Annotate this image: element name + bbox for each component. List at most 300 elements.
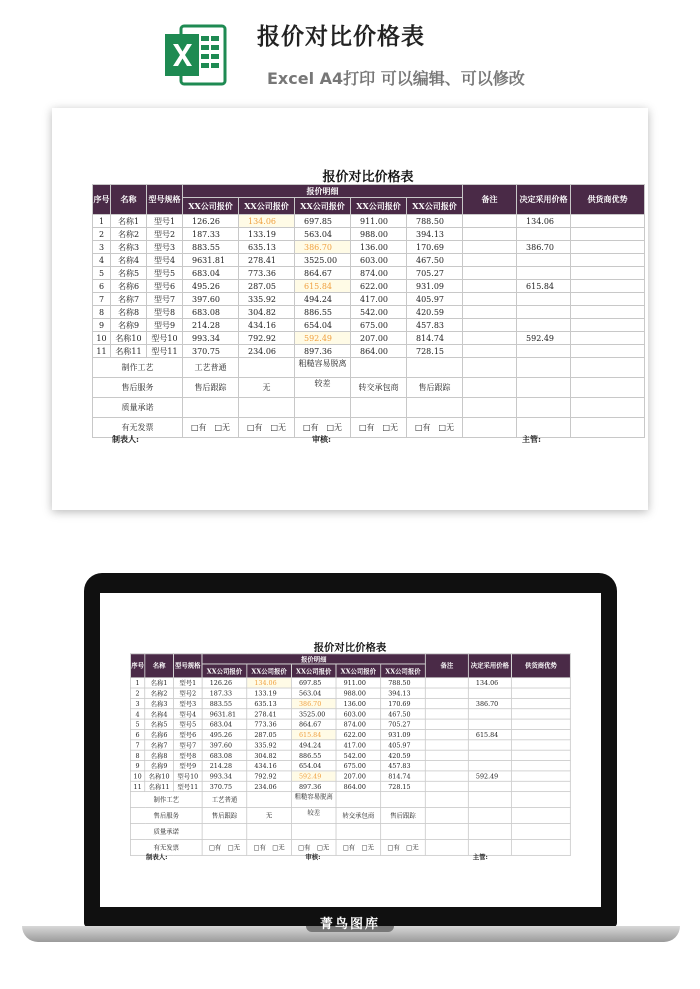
cell-name: 名称6 [111, 280, 147, 293]
cell-advantage [511, 761, 570, 771]
cell-model: 型号9 [147, 319, 183, 332]
cell-model: 型号11 [173, 781, 202, 791]
cell-p4: 542.00 [351, 306, 407, 319]
col-header-note: 备注 [425, 654, 468, 678]
cell-seq: 6 [93, 280, 111, 293]
col-header-quote-detail: 报价明细 [183, 185, 463, 198]
cell-decided [468, 740, 511, 750]
col-header-model: 型号规格 [147, 185, 183, 215]
cell-p1: 370.75 [202, 781, 247, 791]
cell-name: 名称6 [145, 729, 174, 739]
quality-row [130, 824, 570, 840]
footer-maker: 制表人: [145, 852, 168, 861]
cell-p5: 405.97 [381, 740, 426, 750]
cell-advantage [511, 698, 570, 708]
cell-p1: 683.08 [202, 750, 247, 760]
table-row [130, 688, 570, 698]
cell-advantage [511, 688, 570, 698]
cell-name: 名称7 [145, 740, 174, 750]
cell-name: 名称5 [145, 719, 174, 729]
invoice-option-yes[interactable]: □有 [253, 843, 266, 852]
cell-decided [468, 750, 511, 760]
table-row [93, 267, 645, 280]
cell-p4: 207.00 [336, 771, 381, 781]
cell-name: 名称11 [111, 345, 147, 358]
cell-p3: 592.49 [295, 332, 351, 345]
excel-app-icon [163, 22, 227, 88]
craft-label: 制作工艺 [93, 358, 183, 378]
col-header-supplier-advantage: 供货商优势 [511, 654, 570, 678]
cell-p1: 9631.81 [183, 254, 239, 267]
table-row [130, 719, 570, 729]
cell-p4: 988.00 [351, 228, 407, 241]
cell-advantage [511, 771, 570, 781]
cell-decided: 386.70 [468, 698, 511, 708]
col-header-company-quote: XX公司报价 [239, 198, 295, 215]
cell-seq: 11 [130, 781, 144, 791]
craft-value [336, 792, 381, 808]
col-header-seq: 序号 [93, 185, 111, 215]
cell-decided: 615.84 [468, 729, 511, 739]
invoice-option-no[interactable]: □无 [361, 843, 374, 852]
sheet-preview-card [52, 108, 648, 510]
invoice-option-yes[interactable]: □有 [414, 423, 431, 432]
invoice-row [93, 418, 645, 438]
page-subtitle: Excel A4打印 可以编辑、可以修改 [267, 69, 525, 88]
cell-p5: 728.15 [407, 345, 463, 358]
cell-note [425, 729, 468, 739]
cell-p3: 886.55 [295, 306, 351, 319]
after-sales-value: 售后跟踪 [407, 378, 463, 398]
cell-p2: 287.05 [239, 280, 295, 293]
col-header-company-quote: XX公司报价 [291, 664, 336, 678]
cell-decided [468, 709, 511, 719]
cell-seq: 1 [130, 678, 144, 688]
cell-decided [517, 228, 571, 241]
cell-decided [468, 688, 511, 698]
col-header-name: 名称 [145, 654, 174, 678]
cell-model: 型号7 [173, 740, 202, 750]
cell-p3: 615.84 [295, 280, 351, 293]
cell-advantage [511, 750, 570, 760]
craft-value: 工艺普通 [202, 792, 247, 808]
invoice-option-no[interactable]: □无 [227, 843, 241, 852]
invoice-label: 有无发票 [130, 839, 202, 855]
col-header-company-quote: XX公司报价 [336, 664, 381, 678]
cell-p4: 207.00 [351, 332, 407, 345]
cell-p4: 874.00 [351, 267, 407, 280]
cell-p5: 705.27 [381, 719, 426, 729]
cell-p2: 792.92 [239, 332, 295, 345]
cell-decided: 134.06 [517, 215, 571, 228]
cell-decided: 592.49 [517, 332, 571, 345]
invoice-option-no[interactable]: □无 [382, 423, 399, 432]
cell-seq: 3 [93, 241, 111, 254]
cell-p3: 615.84 [291, 729, 336, 739]
cell-advantage [571, 293, 645, 306]
cell-p4: 675.00 [351, 319, 407, 332]
invoice-option-yes[interactable]: □有 [298, 843, 311, 852]
cell-name: 名称9 [111, 319, 147, 332]
cell-seq: 9 [93, 319, 111, 332]
cell-note [425, 709, 468, 719]
craft-row [93, 358, 645, 378]
cell-name: 名称8 [145, 750, 174, 760]
cell-note [463, 228, 517, 241]
cell-note [463, 345, 517, 358]
cell-p3: 386.70 [291, 698, 336, 708]
cell-model: 型号5 [173, 719, 202, 729]
cell-p4: 911.00 [336, 678, 381, 688]
col-header-model: 型号规格 [173, 654, 202, 678]
footer-supervisor: 主管: [522, 434, 541, 444]
cell-seq: 1 [93, 215, 111, 228]
col-header-seq: 序号 [130, 654, 144, 678]
cell-model: 型号8 [147, 306, 183, 319]
cell-seq: 10 [130, 771, 144, 781]
cell-p3: 654.04 [291, 761, 336, 771]
invoice-options [336, 839, 381, 855]
footer-supervisor: 主管: [472, 852, 488, 861]
cell-p3: 3525.00 [295, 254, 351, 267]
cell-p1: 214.28 [183, 319, 239, 332]
cell-seq: 9 [130, 761, 144, 771]
cell-name: 名称10 [145, 771, 174, 781]
cell-advantage [511, 781, 570, 791]
cell-seq: 4 [93, 254, 111, 267]
cell-advantage [571, 319, 645, 332]
cell-name: 名称3 [145, 698, 174, 708]
invoice-row [130, 839, 570, 855]
cell-p2: 335.92 [247, 740, 292, 750]
craft-row [130, 792, 570, 808]
cell-decided [517, 306, 571, 319]
after-sales-value: 转交承包商 [351, 378, 407, 398]
invoice-options [381, 839, 426, 855]
cell-p2: 792.92 [247, 771, 292, 781]
cell-model: 型号2 [147, 228, 183, 241]
cell-p2: 304.82 [247, 750, 292, 760]
cell-p2: 234.06 [247, 781, 292, 791]
cell-p1: 187.33 [183, 228, 239, 241]
cell-p5: 170.69 [381, 698, 426, 708]
laptop-screen [100, 593, 601, 907]
cell-model: 型号3 [173, 698, 202, 708]
cell-p4: 603.00 [336, 709, 381, 719]
table-row [93, 319, 645, 332]
cell-seq: 10 [93, 332, 111, 345]
cell-decided [468, 719, 511, 729]
cell-p5: 457.83 [407, 319, 463, 332]
cell-name: 名称9 [145, 761, 174, 771]
table-row [93, 332, 645, 345]
cell-model: 型号4 [147, 254, 183, 267]
table-row [130, 761, 570, 771]
cell-p4: 864.00 [336, 781, 381, 791]
craft-value [351, 358, 407, 378]
cell-p5: 931.09 [381, 729, 426, 739]
quotation-table [92, 184, 645, 438]
invoice-option-yes[interactable]: □有 [358, 423, 375, 432]
table-row [130, 750, 570, 760]
cell-model: 型号9 [173, 761, 202, 771]
quality-row [93, 398, 645, 418]
cell-p1: 126.26 [202, 678, 247, 688]
watermark-text: 菁鸟图库 [319, 917, 380, 932]
table-row [93, 345, 645, 358]
cell-model: 型号10 [173, 771, 202, 781]
craft-value: 工艺普通 [183, 358, 239, 378]
cell-seq: 5 [130, 719, 144, 729]
cell-p5: 420.59 [407, 306, 463, 319]
cell-model: 型号1 [147, 215, 183, 228]
cell-name: 名称3 [111, 241, 147, 254]
cell-p4: 622.00 [351, 280, 407, 293]
cell-model: 型号5 [147, 267, 183, 280]
col-header-supplier-advantage: 供货商优势 [571, 185, 645, 215]
cell-note [425, 678, 468, 688]
cell-p1: 993.34 [183, 332, 239, 345]
quotation-table [130, 653, 571, 855]
cell-p5: 467.50 [407, 254, 463, 267]
invoice-option-yes[interactable]: □有 [302, 423, 319, 432]
cell-p1: 370.75 [183, 345, 239, 358]
cell-p2: 134.06 [247, 678, 292, 688]
cell-p2: 773.36 [239, 267, 295, 280]
cell-note [425, 698, 468, 708]
cell-decided [468, 781, 511, 791]
cell-name: 名称1 [111, 215, 147, 228]
table-row [130, 709, 570, 719]
sheet-title: 报价对比价格表 [322, 170, 414, 185]
cell-p3: 897.36 [295, 345, 351, 358]
cell-name: 名称4 [111, 254, 147, 267]
table-row [130, 771, 570, 781]
cell-name: 名称2 [111, 228, 147, 241]
craft-value: 粗糙容易脱离 [295, 358, 351, 378]
invoice-option-no[interactable]: □无 [438, 423, 455, 432]
cell-p2: 133.19 [239, 228, 295, 241]
cell-note [463, 267, 517, 280]
cell-p4: 988.00 [336, 688, 381, 698]
cell-p5: 728.15 [381, 781, 426, 791]
cell-p4: 603.00 [351, 254, 407, 267]
cell-p2: 434.16 [247, 761, 292, 771]
cell-p1: 9631.81 [202, 709, 247, 719]
cell-note [425, 761, 468, 771]
cell-decided: 592.49 [468, 771, 511, 781]
cell-name: 名称4 [145, 709, 174, 719]
cell-note [425, 771, 468, 781]
cell-seq: 2 [130, 688, 144, 698]
cell-seq: 3 [130, 698, 144, 708]
cell-p1: 683.08 [183, 306, 239, 319]
cell-p3: 494.24 [295, 293, 351, 306]
cell-p1: 495.26 [202, 729, 247, 739]
cell-decided [517, 345, 571, 358]
quality-label: 质量承诺 [130, 824, 202, 840]
cell-p4: 136.00 [351, 241, 407, 254]
col-header-quote-detail: 报价明细 [202, 654, 425, 664]
table-row [130, 678, 570, 688]
cell-p3: 654.04 [295, 319, 351, 332]
after-sales-value: 转交承包商 [336, 808, 381, 824]
col-header-company-quote: XX公司报价 [407, 198, 463, 215]
invoice-option-yes[interactable]: □有 [246, 423, 263, 432]
cell-advantage [511, 678, 570, 688]
cell-p2: 133.19 [247, 688, 292, 698]
cell-name: 名称7 [111, 293, 147, 306]
cell-p1: 683.04 [183, 267, 239, 280]
cell-p5: 705.27 [407, 267, 463, 280]
cell-p1: 397.60 [202, 740, 247, 750]
after-sales-row [93, 378, 645, 398]
col-header-note: 备注 [463, 185, 517, 215]
cell-p5: 405.97 [407, 293, 463, 306]
cell-advantage [511, 740, 570, 750]
cell-p4: 417.00 [351, 293, 407, 306]
cell-advantage [571, 215, 645, 228]
table-row [93, 228, 645, 241]
table-row [130, 740, 570, 750]
cell-p2: 287.05 [247, 729, 292, 739]
cell-model: 型号6 [173, 729, 202, 739]
cell-advantage [511, 729, 570, 739]
cell-note [463, 306, 517, 319]
cell-p3: 592.49 [291, 771, 336, 781]
after-sales-label: 售后服务 [130, 808, 202, 824]
cell-seq: 4 [130, 709, 144, 719]
after-sales-row [130, 808, 570, 824]
craft-value [239, 358, 295, 378]
cell-advantage [571, 228, 645, 241]
cell-name: 名称2 [145, 688, 174, 698]
cell-name: 名称1 [145, 678, 174, 688]
cell-note [463, 215, 517, 228]
cell-seq: 5 [93, 267, 111, 280]
invoice-option-no[interactable]: □无 [270, 423, 287, 432]
table-row [93, 215, 645, 228]
cell-p1: 683.04 [202, 719, 247, 729]
invoice-option-no[interactable]: □无 [316, 843, 330, 852]
cell-p1: 883.55 [183, 241, 239, 254]
invoice-option-yes[interactable]: □有 [208, 843, 222, 852]
cell-p2: 635.13 [247, 698, 292, 708]
invoice-label: 有无发票 [93, 418, 183, 438]
cell-p5: 788.50 [381, 678, 426, 688]
cell-p5: 814.74 [381, 771, 426, 781]
invoice-option-no[interactable]: □无 [272, 843, 285, 852]
col-header-decided-price: 决定采用价格 [468, 654, 511, 678]
cell-p4: 864.00 [351, 345, 407, 358]
col-header-decided-price: 决定采用价格 [517, 185, 571, 215]
cell-p5: 420.59 [381, 750, 426, 760]
footer-reviewer: 审核: [312, 434, 331, 444]
cell-decided: 615.84 [517, 280, 571, 293]
cell-p3: 864.67 [291, 719, 336, 729]
invoice-options [183, 418, 239, 438]
invoice-option-yes[interactable]: □有 [387, 843, 400, 852]
cell-decided [468, 761, 511, 771]
invoice-option-no[interactable]: □无 [214, 423, 231, 432]
cell-model: 型号2 [173, 688, 202, 698]
cell-p1: 126.26 [183, 215, 239, 228]
cell-p1: 397.60 [183, 293, 239, 306]
after-sales-label: 售后服务 [93, 378, 183, 398]
cell-advantage [571, 345, 645, 358]
cell-p4: 675.00 [336, 761, 381, 771]
craft-label: 制作工艺 [130, 792, 202, 808]
cell-p4: 542.00 [336, 750, 381, 760]
cell-p5: 931.09 [407, 280, 463, 293]
cell-p3: 697.85 [295, 215, 351, 228]
table-row [93, 254, 645, 267]
table-row [93, 241, 645, 254]
cell-p4: 417.00 [336, 740, 381, 750]
cell-seq: 8 [130, 750, 144, 760]
after-sales-value: 较差 [291, 808, 336, 824]
cell-seq: 8 [93, 306, 111, 319]
cell-note [463, 280, 517, 293]
col-header-company-quote: XX公司报价 [247, 664, 292, 678]
cell-note [425, 781, 468, 791]
cell-decided: 134.06 [468, 678, 511, 688]
cell-p2: 134.06 [239, 215, 295, 228]
cell-advantage [571, 267, 645, 280]
quality-label: 质量承诺 [93, 398, 183, 418]
col-header-company-quote: XX公司报价 [351, 198, 407, 215]
table-row [93, 306, 645, 319]
cell-p1: 495.26 [183, 280, 239, 293]
cell-p4: 911.00 [351, 215, 407, 228]
table-row [130, 781, 570, 791]
cell-model: 型号8 [173, 750, 202, 760]
invoice-option-no[interactable]: □无 [406, 843, 419, 852]
cell-note [463, 293, 517, 306]
table-row [93, 293, 645, 306]
cell-model: 型号3 [147, 241, 183, 254]
cell-decided: 386.70 [517, 241, 571, 254]
cell-note [463, 332, 517, 345]
invoice-option-no[interactable]: □无 [326, 423, 343, 432]
cell-p1: 214.28 [202, 761, 247, 771]
after-sales-value: 售后跟踪 [202, 808, 247, 824]
cell-model: 型号10 [147, 332, 183, 345]
footer-reviewer: 审核: [305, 852, 321, 861]
cell-p2: 635.13 [239, 241, 295, 254]
cell-model: 型号1 [173, 678, 202, 688]
cell-model: 型号6 [147, 280, 183, 293]
table-row [93, 280, 645, 293]
cell-p1: 187.33 [202, 688, 247, 698]
cell-p3: 386.70 [295, 241, 351, 254]
cell-note [463, 254, 517, 267]
cell-p3: 3525.00 [291, 709, 336, 719]
cell-seq: 11 [93, 345, 111, 358]
table-row [130, 729, 570, 739]
cell-advantage [511, 719, 570, 729]
craft-value [247, 792, 292, 808]
cell-note [425, 740, 468, 750]
col-header-company-quote: XX公司报价 [202, 664, 247, 678]
cell-seq: 7 [130, 740, 144, 750]
cell-p3: 563.04 [291, 688, 336, 698]
invoice-options [239, 418, 295, 438]
invoice-option-yes[interactable]: □有 [342, 843, 356, 852]
invoice-option-yes[interactable]: □有 [190, 423, 207, 432]
cell-note [425, 719, 468, 729]
cell-advantage [571, 280, 645, 293]
